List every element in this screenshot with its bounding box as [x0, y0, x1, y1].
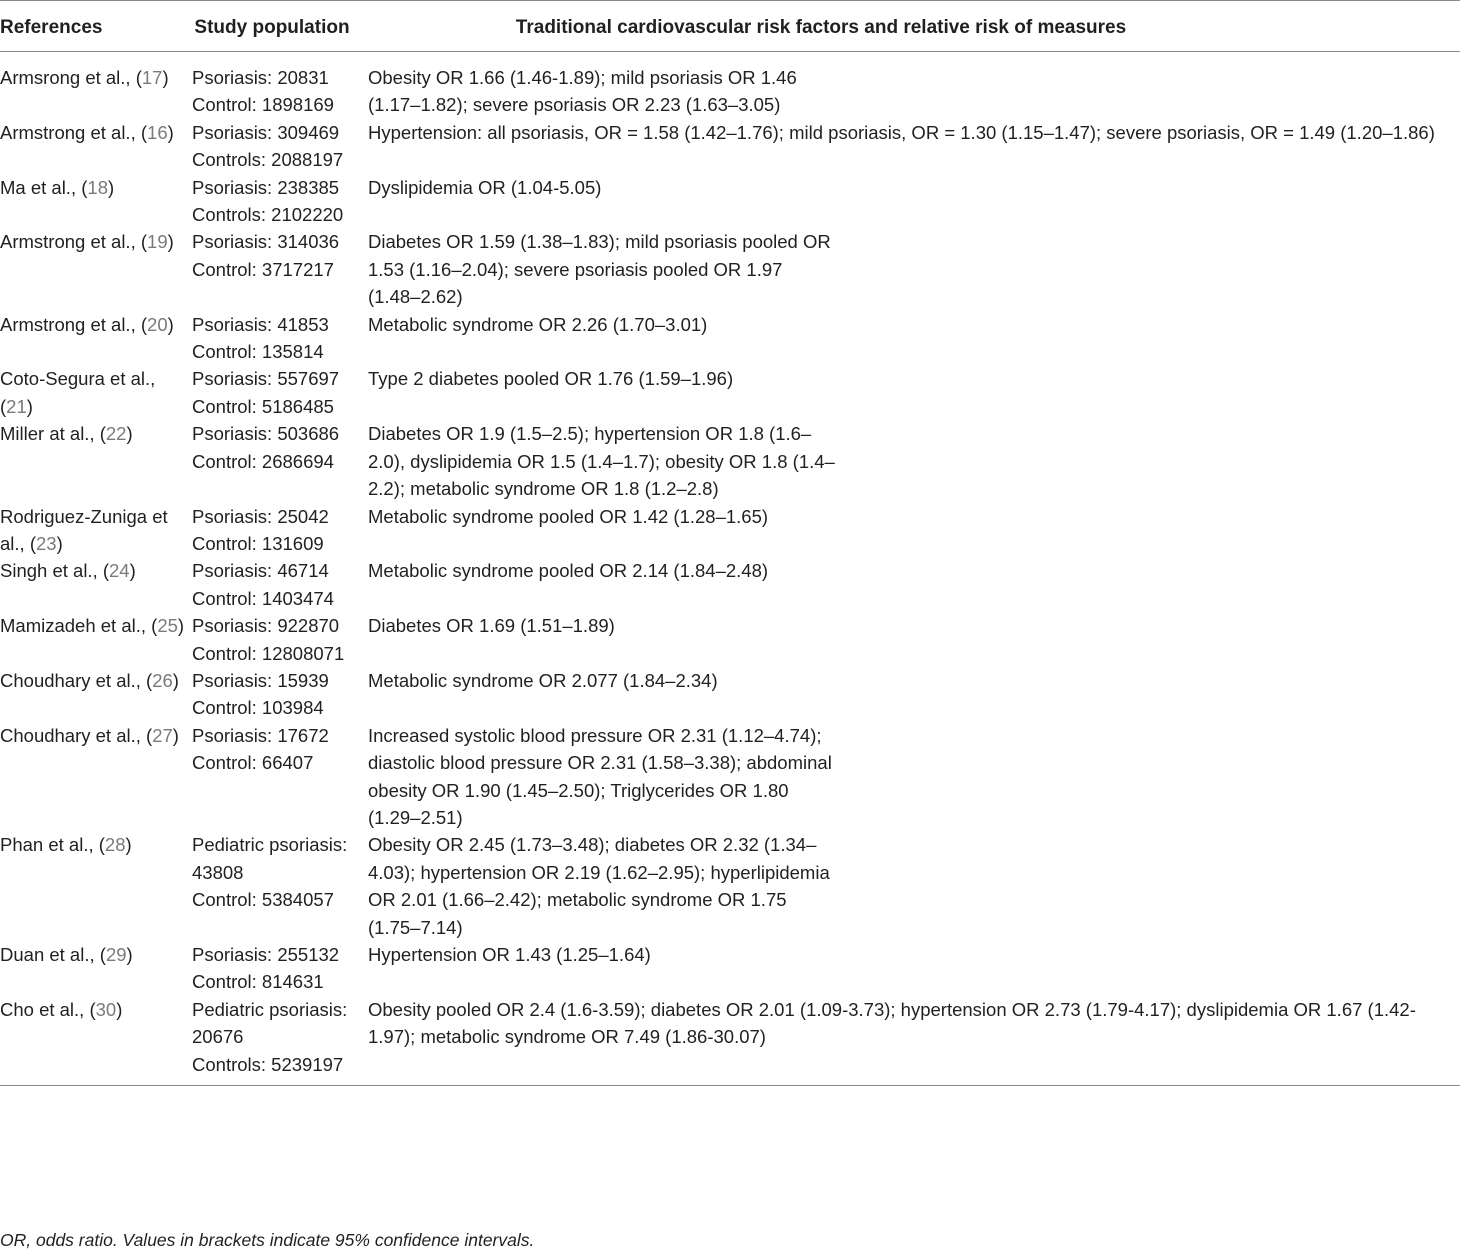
citation-link[interactable]: 22 — [105, 423, 127, 445]
cell-study-population — [192, 503, 368, 558]
risk-factor-text: Metabolic syndrome pooled OR 2.14 (1.84–2.48) — [368, 560, 769, 582]
cell-reference: Armstrong et al., (16) — [0, 121, 174, 143]
reference-author: Choudhary et al., — [0, 724, 147, 746]
table-row — [0, 722, 1460, 832]
risk-factor-text: Type 2 diabetes pooled OR 1.76 (1.59–1.96) — [368, 368, 734, 390]
citation-link[interactable]: 30 — [95, 998, 117, 1020]
table-row — [0, 311, 1460, 366]
cell-risk-factors — [368, 503, 1460, 558]
reference-author: Mamizadeh et al., — [0, 615, 152, 637]
risk-factor-text: Diabetes OR 1.59 (1.38–1.83); mild psoriasis pooled OR 1.53 (1.16–2.04); severe psoriasis pooled OR 1.97 (1.48–2.62) — [368, 231, 831, 308]
table-row — [0, 941, 1460, 996]
reference-author: Armstrong et al., — [0, 121, 141, 143]
citation-link[interactable]: 19 — [147, 231, 168, 253]
table-header — [0, 1, 1460, 52]
cell-study-population — [192, 996, 368, 1086]
population-line: Control: 66407 — [192, 752, 314, 774]
population-line: Psoriasis: 314036 — [192, 231, 340, 253]
cell-reference: Cho et al., (30) — [0, 996, 192, 1086]
cell-risk-factors — [368, 831, 1460, 941]
population-line: Pediatric psoriasis: 43808 — [192, 834, 348, 883]
population-line: Controls: 5239197 — [192, 1053, 344, 1075]
cell-reference: Choudhary et al., (26) — [0, 669, 179, 691]
cell-risk-factors — [368, 228, 1460, 310]
reference-author: Armstrong et al., — [0, 231, 141, 253]
citation-link[interactable]: 25 — [157, 615, 178, 637]
cell-risk-factors — [368, 612, 1460, 667]
cell-study-population — [192, 311, 368, 366]
table-row — [0, 174, 1460, 229]
table-footnote: OR, odds ratio. Values in brackets indicate 95% confidence intervals. — [0, 1230, 535, 1250]
risk-factor-text: Obesity OR 1.66 (1.46-1.89); mild psoriasis OR 1.46 (1.17–1.82); severe psoriasis OR 2.23 (1.63–3.05) — [368, 67, 797, 116]
cell-study-population — [192, 119, 368, 174]
cell-study-population — [192, 941, 368, 996]
reference-author: Ma et al., — [0, 176, 82, 198]
cell-reference: Duan et al., (29) — [0, 944, 133, 965]
population-line: Control: 2686694 — [192, 450, 334, 472]
citation-link[interactable]: 21 — [6, 395, 27, 417]
citation-link[interactable]: 20 — [147, 313, 168, 335]
citation-link[interactable]: 24 — [109, 560, 130, 582]
cell-risk-factors — [368, 52, 1460, 119]
table-row — [0, 612, 1460, 667]
reference-author: Armstrong et al., — [0, 313, 141, 335]
cell-reference: Rodriguez-Zuniga et al., (23) — [0, 505, 168, 554]
citation-link[interactable]: 16 — [147, 121, 168, 143]
population-line: Psoriasis: 922870 — [192, 615, 340, 637]
population-line: Pediatric psoriasis: 20676 — [192, 998, 348, 1048]
cell-study-population — [192, 667, 368, 722]
cell-study-population — [192, 365, 368, 420]
population-line: Controls: 2102220 — [192, 204, 344, 226]
table-row — [0, 119, 1460, 174]
citation-link[interactable]: 26 — [152, 669, 173, 691]
reference-author: Cho et al., — [0, 998, 90, 1020]
reference-author: Rodriguez-Zuniga et al., — [0, 505, 168, 554]
population-line: Control: 3717217 — [192, 258, 334, 280]
table-row — [0, 52, 1460, 119]
cell-study-population — [192, 52, 368, 119]
citation-link[interactable]: 17 — [141, 67, 163, 88]
risk-factor-text: Hypertension: all psoriasis, OR = 1.58 (1.42–1.76); mild psoriasis, OR = 1.30 (1.15–1.47); severe psoriasis, OR = 1.49 (1.20–1.86) — [368, 121, 1435, 143]
citation-link[interactable]: 29 — [105, 944, 127, 965]
population-line: Control: 135814 — [192, 341, 324, 363]
header-references: References — [0, 1, 192, 52]
population-line: Psoriasis: 255132 — [192, 944, 340, 965]
population-line: Psoriasis: 25042 — [192, 505, 329, 527]
risk-factor-text: Increased systolic blood pressure OR 2.31 (1.12–4.74); diastolic blood pressure OR 2.31 (1.58–3.38); abdominal obesity OR 1.90 (1.45–2.50); Triglycerides OR 1.80 (1.29–2.51) — [368, 724, 832, 828]
reference-author: Choudhary et al., — [0, 669, 147, 691]
cell-study-population — [192, 722, 368, 832]
reference-author: Miller at al., — [0, 423, 100, 445]
population-line: Control: 5186485 — [192, 395, 334, 417]
cell-risk-factors — [368, 722, 1460, 832]
cell-risk-factors — [368, 174, 1460, 229]
population-line: Control: 814631 — [192, 971, 324, 993]
citation-link[interactable]: 27 — [152, 724, 173, 746]
cell-risk-factors — [368, 420, 1460, 502]
cell-reference: Ma et al., (18) — [0, 176, 115, 198]
cell-risk-factors — [368, 941, 1460, 996]
population-line: Psoriasis: 46714 — [192, 560, 329, 582]
population-line: Control: 131609 — [192, 532, 324, 554]
cell-study-population — [192, 228, 368, 310]
population-line: Control: 1898169 — [192, 94, 334, 116]
population-line: Psoriasis: 309469 — [192, 121, 340, 143]
population-line: Control: 5384057 — [192, 889, 334, 911]
risk-factor-text: Metabolic syndrome OR 2.077 (1.84–2.34) — [368, 669, 718, 691]
risk-factor-text: Diabetes OR 1.69 (1.51–1.89) — [368, 615, 615, 637]
risk-factor-text: Obesity pooled OR 2.4 (1.6-3.59); diabetes OR 2.01 (1.09-3.73); hypertension OR 2.73 (1.79-4.17); dyslipidemia OR 1.67 (1.42-1.97); metabolic syndrome OR 7.49 (1.86-30.07) — [368, 998, 1416, 1048]
header-risk-factors: Traditional cardiovascular risk factors and relative risk of measures — [368, 1, 1460, 52]
population-line: Psoriasis: 17672 — [192, 724, 329, 746]
risk-factor-text: Metabolic syndrome pooled OR 1.42 (1.28–1.65) — [368, 505, 769, 527]
table-row — [0, 667, 1460, 722]
cell-risk-factors — [368, 996, 1460, 1086]
table-row — [0, 420, 1460, 502]
population-line: Psoriasis: 20831 — [192, 67, 329, 88]
reference-author: Armsrong et al., — [0, 67, 136, 88]
population-line: Psoriasis: 15939 — [192, 669, 329, 691]
header-row — [0, 1, 1460, 52]
cell-reference: Miller at al., (22) — [0, 423, 133, 445]
population-line: Psoriasis: 557697 — [192, 368, 340, 390]
population-line: Psoriasis: 503686 — [192, 423, 340, 445]
cell-risk-factors — [368, 119, 1460, 174]
cell-reference: Choudhary et al., (27) — [0, 724, 179, 746]
reference-author: Coto-Segura et al., — [0, 368, 156, 390]
cell-reference: Phan et al., (28) — [0, 834, 132, 856]
cell-study-population — [192, 174, 368, 229]
risk-factor-text: Hypertension OR 1.43 (1.25–1.64) — [368, 944, 651, 965]
cell-study-population — [192, 420, 368, 502]
table-row — [0, 503, 1460, 558]
cell-reference: Armstrong et al., (20) — [0, 313, 174, 335]
cell-risk-factors — [368, 365, 1460, 420]
population-line: Controls: 2088197 — [192, 149, 344, 171]
population-line: Psoriasis: 238385 — [192, 176, 340, 198]
risk-factor-text: Metabolic syndrome OR 2.26 (1.70–3.01) — [368, 313, 708, 335]
header-study-population: Study population — [192, 1, 368, 52]
population-line: Control: 1403474 — [192, 587, 334, 609]
citation-link[interactable]: 18 — [87, 176, 108, 198]
reference-author: Phan et al., — [0, 834, 99, 856]
cell-reference: Armstrong et al., (19) — [0, 231, 174, 253]
table-row — [0, 996, 1460, 1086]
cell-study-population — [192, 557, 368, 612]
citation-link[interactable]: 23 — [36, 532, 57, 554]
risk-factor-text: Diabetes OR 1.9 (1.5–2.5); hypertension OR 1.8 (1.6–2.0), dyslipidemia OR 1.5 (1.4–1.7); obesity OR 1.8 (1.4–2.2); metabolic syndrome OR 1.8 (1.2–2.8) — [368, 423, 835, 500]
cell-reference: Coto-Segura et al., (21) — [0, 368, 156, 417]
cell-reference: Armsrong et al., (17) — [0, 67, 169, 88]
reference-author: Duan et al., — [0, 944, 100, 965]
cell-risk-factors — [368, 311, 1460, 366]
population-line: Control: 12808071 — [192, 642, 345, 664]
table-row — [0, 831, 1460, 941]
population-line: Psoriasis: 41853 — [192, 313, 329, 335]
cell-risk-factors — [368, 667, 1460, 722]
risk-factor-text: Dyslipidemia OR (1.04-5.05) — [368, 176, 602, 198]
population-line: Control: 103984 — [192, 697, 324, 719]
cell-risk-factors — [368, 557, 1460, 612]
table-body — [0, 52, 1460, 1086]
cell-study-population — [192, 831, 368, 941]
cell-reference: Singh et al., (24) — [0, 560, 136, 582]
cell-study-population — [192, 612, 368, 667]
citation-link[interactable]: 28 — [104, 834, 126, 856]
table-row — [0, 228, 1460, 310]
reference-author: Singh et al., — [0, 560, 103, 582]
table-row — [0, 557, 1460, 612]
risk-factor-text: Obesity OR 2.45 (1.73–3.48); diabetes OR 2.32 (1.34–4.03); hypertension OR 2.19 (1.62–2.95); hyperlipidemia OR 2.01 (1.66–2.42); metabolic syndrome OR 1.75 (1.75–7.14) — [368, 834, 830, 938]
table-row — [0, 365, 1460, 420]
cell-reference: Mamizadeh et al., (25) — [0, 615, 185, 637]
